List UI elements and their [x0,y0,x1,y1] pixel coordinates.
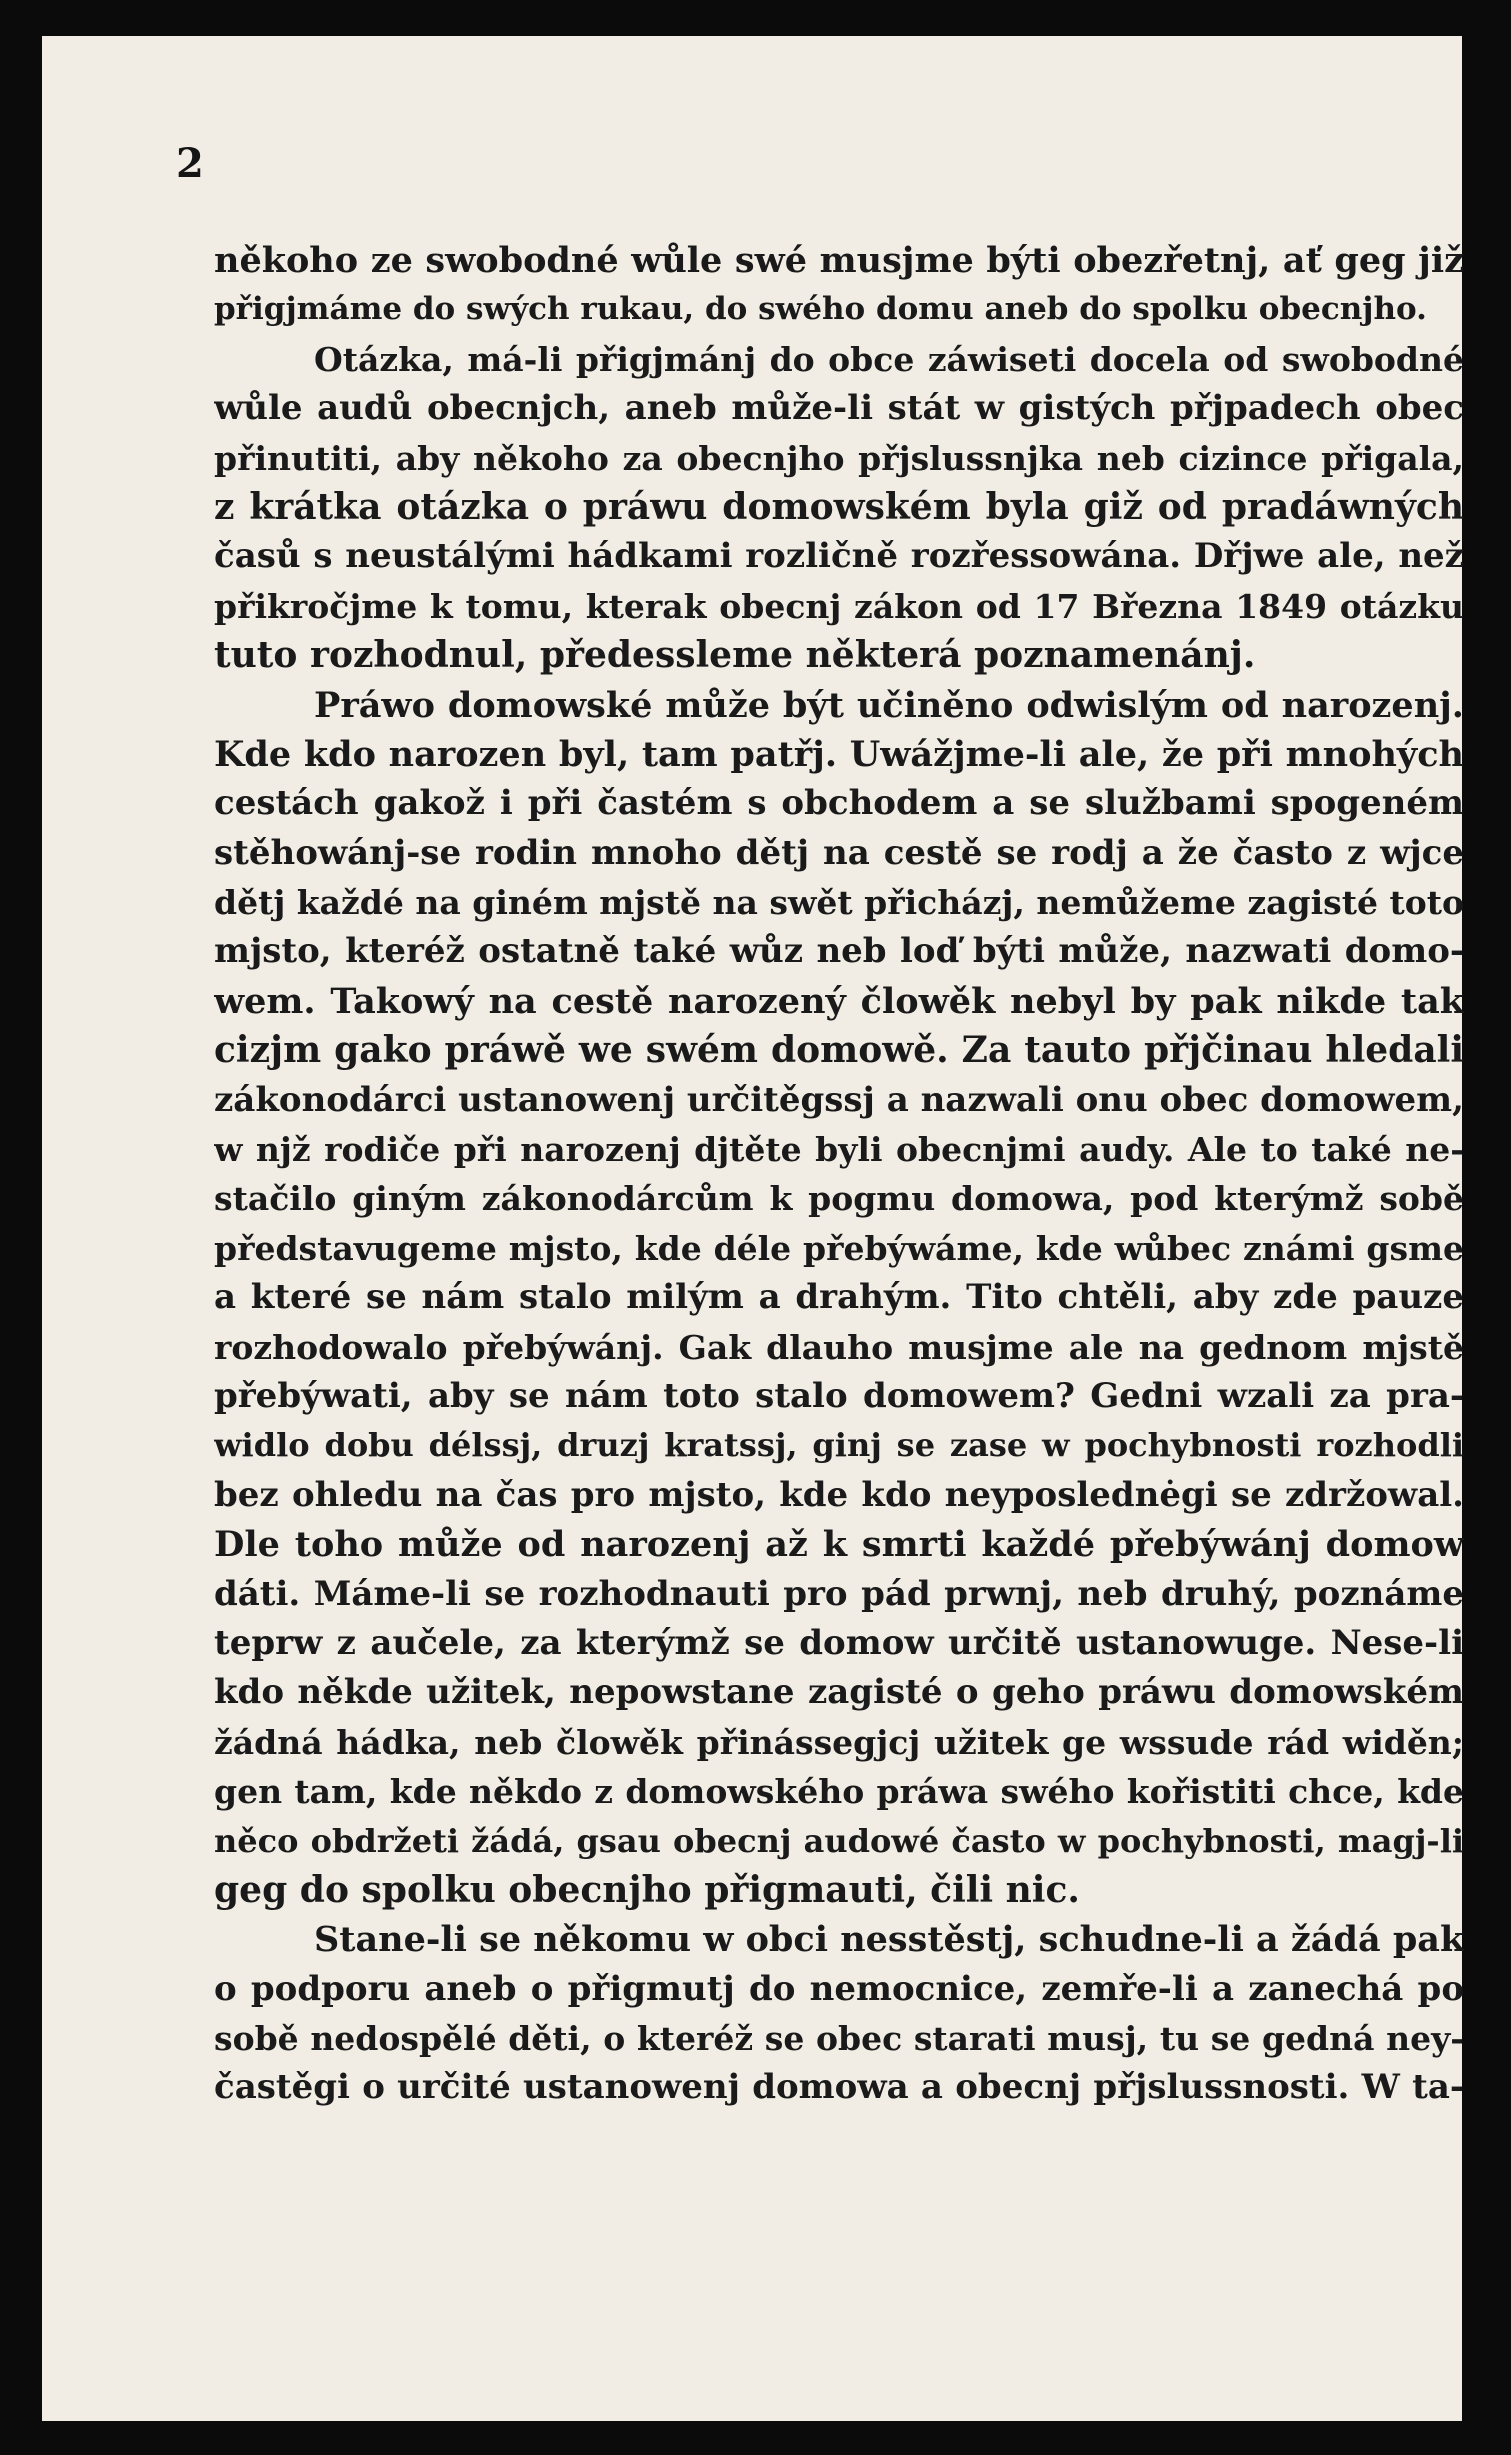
text-line: teprw z aučele, za kterýmž se domow určitě ustanowuge. Nese-li [214,1622,1464,1663]
text-line: widlo dobu délssj, druzj kratssj, ginj se zase w pochybnosti rozhodli [214,1426,1464,1465]
text-line: Stane-li se někomu w obci nesstěstj, schudne-li a žádá pak [314,1919,1464,1961]
text-line: cestách gakož i při častém s obchodem a se službami spogeném [214,783,1464,824]
text-line: něco obdržeti žádá, gsau obecnj audowé často w pochybnosti, magj-li [214,1821,1464,1860]
text-line: stačilo giným zákonodárcům k pogmu domowa, pod kterýmž sobě [214,1179,1464,1219]
page-number: 2 [176,140,204,187]
text-line: a které se nám stalo milým a drahým. Tito chtěli, aby zde pauze [214,1277,1464,1318]
body-text [214,236,1464,2113]
text-line: stěhowánj-se rodin mnoho dětj na cestě se rodj a že často z wjce [214,832,1464,873]
text-line: Kde kdo narozen byl, tam patřj. Uwážjme-li ale, že při mnohých [214,733,1464,775]
text-line: mjsto, kteréž ostatně také wůz neb loď býti může, nazwati domo- [214,931,1464,972]
text-line: kdo někde užitek, nepowstane zagisté o geho práwu domowském [214,1672,1464,1713]
text-line: Otázka, má-li přigjmánj do obce záwiseti docela od swobodné [314,339,1464,379]
text-line: přinutiti, aby někoho za obecnjho přjslussnjka neb cizince přigala, [214,438,1464,478]
text-line: bez ohledu na čas pro mjsto, kde kdo neyposlednėgi se zdržowal. [214,1474,1464,1515]
text-line: z krátka otázka o práwu domowském byla giž od pradáwných [214,485,1464,528]
text-line: představugeme mjsto, kde déle přebýwáme, kde wůbec známi gsme [214,1228,1464,1268]
text-line: gen tam, kde někdo z domowského práwa swého kořistiti chce, kde [214,1772,1464,1812]
text-line: wůle audů obecnjch, aneb může-li stát w gistých přjpadech obec [214,388,1464,429]
text-line: o podporu aneb o přigmutj do nemocnice, zemře-li a zanechá po [214,1968,1464,2009]
text-line: přikročjme k tomu, kterak obecnj zákon od 17 Března 1849 otázku [214,586,1464,626]
text-line: geg do spolku obecnjho přigmauti, čili nic. [214,1868,1080,1911]
text-line: tuto rozhodnul, předessleme některá poznamenánj. [214,634,1256,677]
text-line: Práwo domowské může být učiněno odwislým od narozenj. [314,684,1464,726]
text-line: přigjmáme do swých rukau, do swého domu aneb do spolku obecnjho. [214,291,1427,328]
text-line: w njž rodiče při narozenj djtěte byli obecnjmi audy. Ale to také ne- [214,1130,1464,1170]
text-line: dětj každé na giném mjstě na swět přicházj, nemůžeme zagisté toto [214,883,1464,923]
text-line: častěgi o určité ustanowenj domowa a obecnj přjslussnosti. W ta- [214,2067,1464,2108]
text-line: rozhodowalo přebýwánj. Gak dlauho musjme ale na gednom mjstě [214,1327,1464,1367]
text-line: někoho ze swobodné wůle swé musjme býti obezřetnj, ať geg již [214,240,1464,281]
text-line: Dle toho může od narozenj až k smrti každé přebýwánj domow [214,1524,1464,1566]
text-line: žádná hádka, neb člowěk přinássegjcj užitek ge wssude rád widěn; [214,1722,1464,1762]
text-line: sobě nedospělé děti, o kteréž se obec starati musj, tu se gedná ney- [214,2019,1464,2059]
text-line: wem. Takowý na cestě narozený člowěk nebyl by pak nikde tak [214,980,1464,1022]
book-page [42,36,1462,2421]
text-line: časů s neustálými hádkami rozličně rozřessowána. Dřjwe ale, než [214,536,1464,577]
text-line: dáti. Máme-li se rozhodnauti pro pád prwnj, neb druhý, poznáme [214,1573,1464,1614]
text-line: zákonodárci ustanowenj určitěgssj a nazwali onu obec domowem, [214,1079,1464,1120]
text-line: přebýwati, aby se nám toto stalo domowem? Gedni wzali za pra- [214,1375,1464,1416]
text-line: cizjm gako práwě we swém domowě. Za tauto přjčinau hledali [214,1029,1464,1072]
